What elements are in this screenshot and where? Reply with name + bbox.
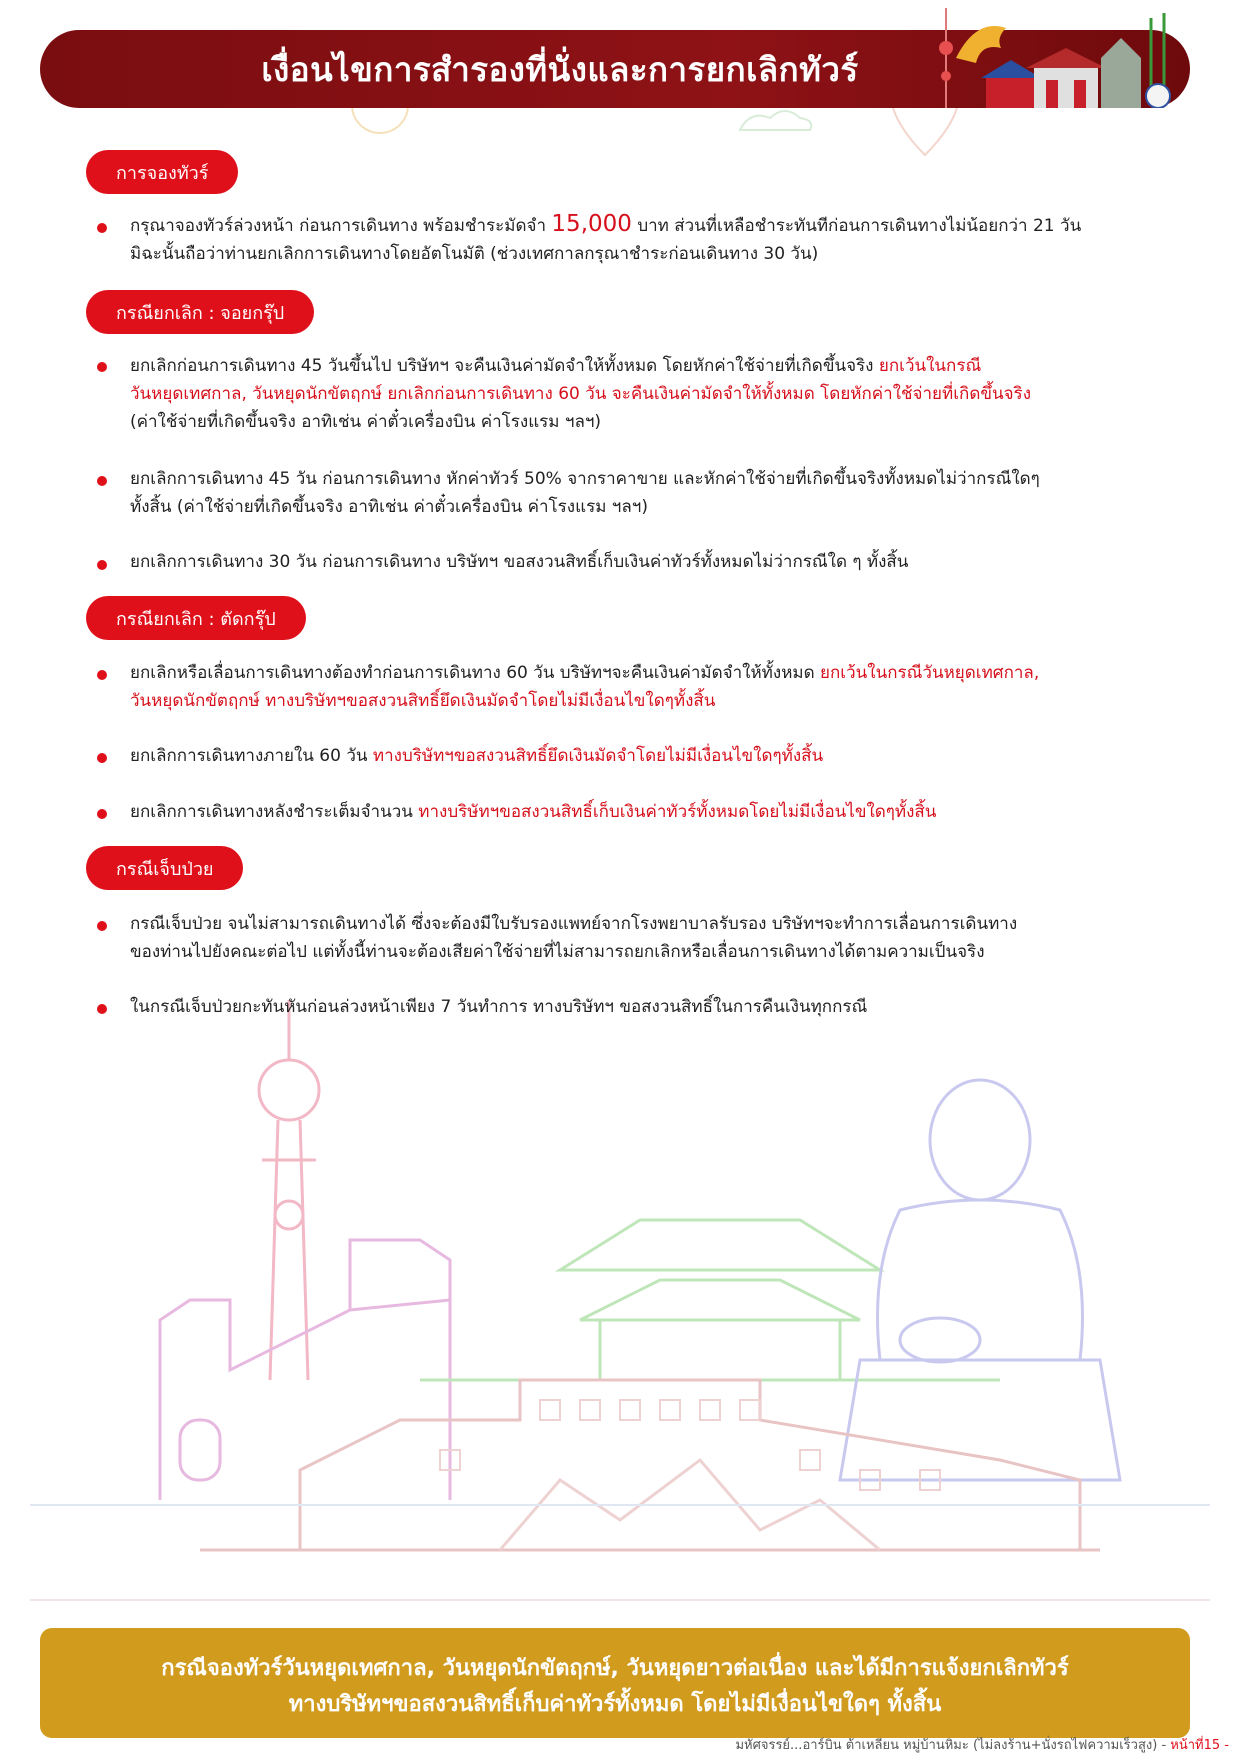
cancel-join-item-3: ยกเลิกการเดินทาง 30 วัน ก่อนการเดินทาง บริษัทฯ ขอสงวนสิทธิ์เก็บเงินค่าทัวร์ทั้งหมดไม่ว่ากรณีใด ๆ ทั้งสิ้น — [130, 552, 909, 572]
illness-item-1: กรณีเจ็บป่วย จนไม่สามารถเดินทางได้ ซึ่งจะต้องมีใบรับรองแพทย์จากโรงพยาบาลรับรอง บริษัทฯจะทำการเลื่อนการเดินทาง ของท่านไปยังคณะต่อไป แต่ทั้งนี้ท่านจะต้องเสียค่าใช้จ่ายที่ไม่สามารถยกเลิกหรือเลื่อนการเดินทางได้ตามความเป็นจริง — [130, 914, 1018, 962]
cancel-join-item-2: ยกเลิกการเดินทาง 45 วัน ก่อนการเดินทาง หักค่าทัวร์ 50% จากราคาขาย และหักค่าใช้จ่ายที่เกิดขึ้นจริงทั้งหมดไม่ว่ากรณีใดๆ ทั้งสิ้น (ค่าใช้จ่ายที่เกิดขึ้นจริง อาทิเช่น ค่าตั๋วเครื่องบิน ค่าโรงแรม ฯลฯ) — [130, 469, 1040, 517]
section-label-cancel-join: กรณียกเลิก : จอยกรุ๊ป — [86, 290, 314, 334]
potala-art — [200, 1380, 1100, 1550]
bullet — [97, 476, 107, 486]
buddha-statue-art — [840, 1080, 1120, 1480]
illness-item-2: ในกรณีเจ็บป่วยกะทันหันก่อนล่วงหน้าเพียง 7 วันทำการ ทางบริษัทฯ ขอสงวนสิทธิ์ในการคืนเงินทุกกรณี — [130, 997, 868, 1017]
booking-item-1: กรุณาจองทัวร์ล่วงหน้า ก่อนการเดินทาง พร้อมชำระมัดจำ 15,000 บาท ส่วนที่เหลือชำระทันทีก่อนการเดินทางไม่น้อยกว่า 21 วัน มิฉะนั้นถือว่าท่านยกเลิกการเดินทางโดยอัตโนมัติ (ช่วงเทศกาลกรุณาชำระก่อนเดินทาง 30 วัน) — [130, 211, 1082, 264]
bullet — [97, 362, 107, 372]
footer-notice-line-1: กรณีจองทัวร์วันหยุดเทศกาล, วันหยุดนักขัตฤกษ์, วันหยุดยาวต่อเนื่อง และได้มีการแจ้งยกเลิกทัวร์ — [161, 1656, 1069, 1681]
footer-notice-box — [40, 1628, 1190, 1738]
bullet — [97, 1004, 107, 1014]
china-landmarks-illustration — [926, 8, 1176, 108]
footer-notice-line-2: ทางบริษัทฯขอสงวนสิทธิ์เก็บค่าทัวร์ทั้งหมด โดยไม่มีเงื่อนไขใดๆ ทั้งสิ้น — [288, 1692, 942, 1717]
bullet — [97, 809, 107, 819]
palace-art — [420, 1220, 1000, 1380]
page-title: เงื่อนไขการสำรองที่นั่งและการยกเลิกทัวร์ — [261, 49, 859, 89]
bullet — [97, 223, 107, 233]
page-number: หน้าที่15 - — [1170, 1738, 1229, 1753]
bullet — [97, 921, 107, 931]
tv-tower-art — [259, 1000, 319, 1380]
section-label-booking: การจองทัวร์ — [86, 150, 238, 194]
bullet — [97, 753, 107, 763]
section-label-cancel-private: กรณียกเลิก : ตัดกรุ๊ป — [86, 596, 306, 640]
header-banner — [40, 30, 1190, 108]
great-wall-art — [160, 1240, 450, 1500]
tour-name: มหัศจรรย์...อาร์บิน ต้าเหลียน หมู่บ้านหิมะ (ไม่ลงร้าน+นั่งรถไฟความเร็วสูง) - — [735, 1738, 1167, 1753]
bullet — [97, 560, 107, 570]
page-footer — [735, 1734, 1229, 1755]
bullet — [97, 670, 107, 680]
cancel-private-item-2: ยกเลิกการเดินทางภายใน 60 วัน ทางบริษัทฯขอสงวนสิทธิ์ยึดเงินมัดจำโดยไม่มีเงื่อนไขใดๆทั้งสิ้น — [130, 746, 824, 766]
section-label-illness: กรณีเจ็บป่วย — [86, 846, 243, 890]
deposit-amount: 15,000 — [551, 211, 632, 237]
cancel-private-item-3: ยกเลิกการเดินทางหลังชำระเต็มจำนวน ทางบริษัทฯขอสงวนสิทธิ์เก็บเงินค่าทัวร์ทั้งหมดโดยไม่มีเงื่อนไขใดๆทั้งสิ้น — [130, 802, 937, 822]
cancel-join-item-1: ยกเลิกก่อนการเดินทาง 45 วันขึ้นไป บริษัทฯ จะคืนเงินค่ามัดจำให้ทั้งหมด โดยหักค่าใช้จ่ายที่เกิดขึ้นจริง ยกเว้นในกรณี วันหยุดเทศกาล, วันหยุดนักขัตฤกษ์ ยกเลิกก่อนการเดินทาง 60 วัน จะคืนเงินค่ามัดจำให้ทั้งหมด โดยหักค่าใช้จ่ายที่เกิดขึ้นจริง (ค่าใช้จ่ายที่เกิดขึ้นจริง อาทิเช่น ค่าตั๋วเครื่องบิน ค่าโรงแรม ฯลฯ) — [130, 356, 1031, 432]
cancel-private-item-1: ยกเลิกหรือเลื่อนการเดินทางต้องทำก่อนการเดินทาง 60 วัน บริษัทฯจะคืนเงินค่ามัดจำให้ทั้งหมด ยกเว้นในกรณีวันหยุดเทศกาล, วันหยุดนักขัตฤกษ์ ทางบริษัทฯขอสงวนสิทธิ์ยึดเงินมัดจำโดยไม่มีเงื่อนไขใดๆทั้งสิ้น — [130, 663, 1040, 711]
